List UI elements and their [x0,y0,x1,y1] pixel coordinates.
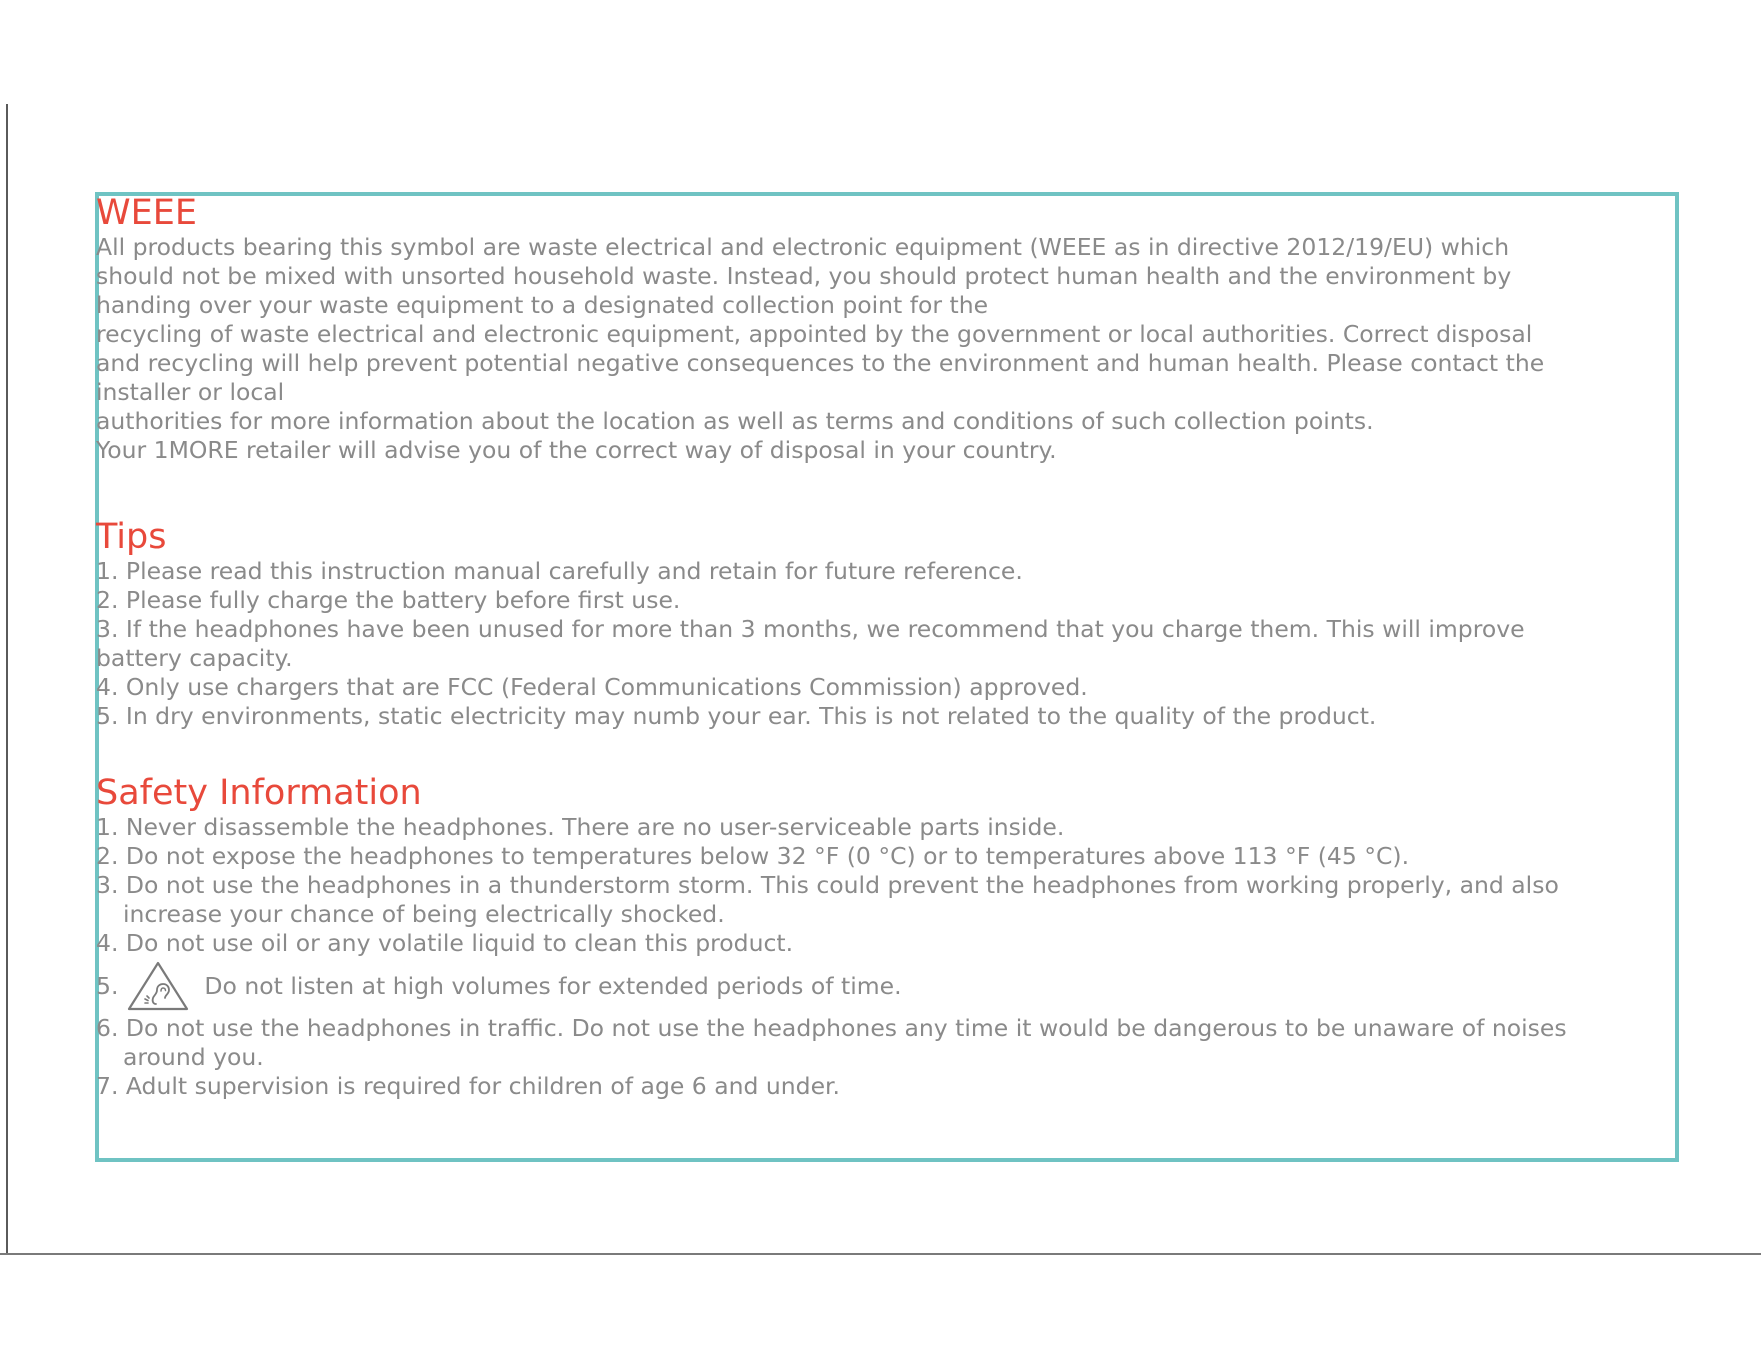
safety-item-2: 2. Do not expose the headphones to temperatures below 32 °F (0 °C) or to temperatures above 113 °F (45 °C). [96,842,1410,870]
weee-line: recycling of waste electrical and electronic equipment, appointed by the government or local authorities. Correct disposal [96,320,1533,348]
tips-item: 2. Please fully charge the battery before first use. [96,586,681,614]
weee-line: installer or local [96,378,285,406]
safety-item-1: 1. Never disassemble the headphones. There are no user-serviceable parts inside. [96,813,1065,841]
tips-item: 3. If the headphones have been unused for more than 3 months, we recommend that you charge them. This will improve [96,615,1525,643]
tips-item: 1. Please read this instruction manual carefully and retain for future reference. [96,557,1023,585]
safety-section [96,773,1662,1101]
weee-heading: WEEE [96,193,197,233]
safety-item-3: 3. Do not use the headphones in a thunderstorm storm. This could prevent the headphones from working properly, and also [96,871,1559,899]
safety-item-7: 7. Adult supervision is required for children of age 6 and under. [96,1072,841,1100]
safety-item-4: 4. Do not use oil or any volatile liquid to clean this product. [96,929,794,957]
safety-item-6-cont: around you. [123,1043,264,1071]
weee-line: should not be mixed with unsorted household waste. Instead, you should protect human health and the environment by [96,262,1512,290]
weee-line: authorities for more information about the location as well as terms and conditions of such collection points. [96,407,1374,435]
weee-line: All products bearing this symbol are waste electrical and electronic equipment (WEEE as in directive 2012/19/EU) which [96,233,1510,261]
safety-item-5-number: 5. [96,971,119,1000]
weee-line: handing over your waste equipment to a designated collection point for the [96,291,989,319]
weee-line: Your 1MORE retailer will advise you of the correct way of disposal in your country. [96,436,1057,464]
left-edge-line [6,104,8,1254]
document-content [96,193,1662,1101]
safety-item-6: 6. Do not use the headphones in traffic. Do not use the headphones any time it would be dangerous to be unaware of noises [96,1014,1567,1042]
safety-item-5 [96,958,1662,1014]
tips-item: battery capacity. [96,644,293,672]
safety-heading: Safety Information [96,773,422,813]
bottom-edge-line [0,1253,1761,1255]
tips-heading: Tips [96,517,167,557]
weee-section [96,193,1662,465]
tips-item: 4. Only use chargers that are FCC (Federal Communications Commission) approved. [96,673,1088,701]
safety-item-3-cont: increase your chance of being electrically shocked. [123,900,725,928]
tips-section [96,517,1662,731]
tips-item: 5. In dry environments, static electricity may numb your ear. This is not related to the quality of the product. [96,702,1377,730]
safety-item-5-text: Do not listen at high volumes for extended periods of time. [204,971,902,1000]
weee-line: and recycling will help prevent potential negative consequences to the environment and human health. Please contact the [96,349,1545,377]
hearing-warning-icon [126,960,190,1012]
